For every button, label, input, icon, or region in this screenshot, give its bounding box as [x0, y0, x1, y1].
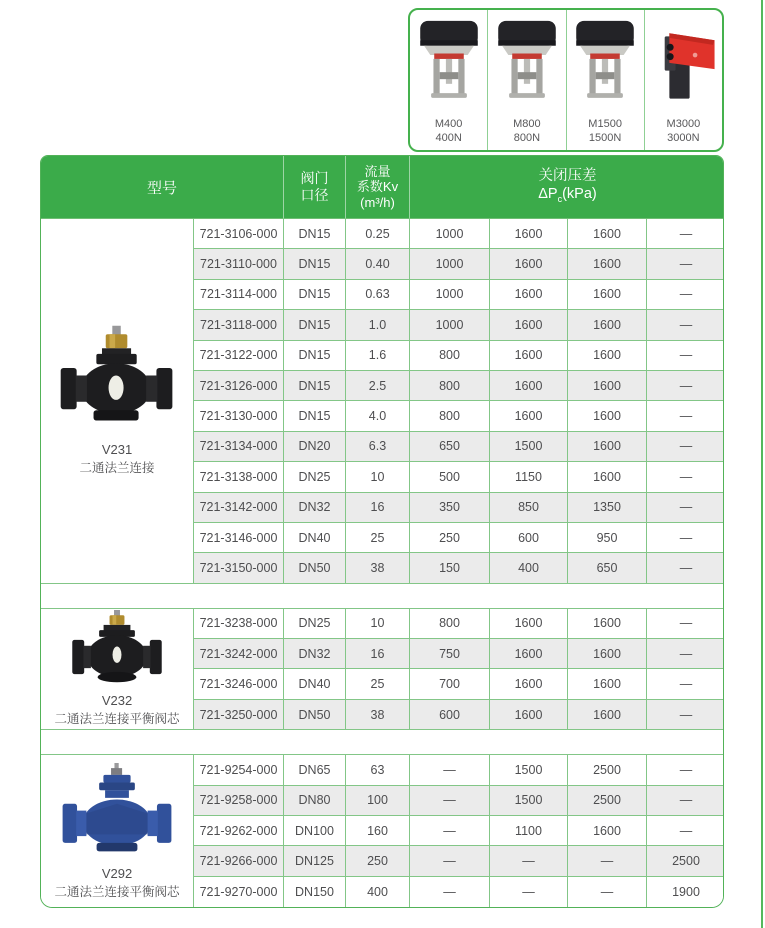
valve-size-cell: DN40 [284, 523, 346, 553]
valve-size-cell: DN25 [284, 609, 346, 639]
dp-m3000-cell: — [647, 669, 724, 699]
dp-m1500-cell: 1600 [568, 310, 647, 340]
section-separator [41, 730, 724, 755]
kv-cell: 400 [346, 877, 410, 907]
dp-m3000-cell: — [647, 609, 724, 639]
dp-m3000-cell: — [647, 523, 724, 553]
page-frame-line [761, 0, 763, 928]
dp-m800-cell: 600 [490, 523, 568, 553]
dp-m1500-cell: 1600 [568, 219, 647, 249]
dp-m1500-cell: 1600 [568, 816, 647, 846]
valve-description-label: 二通法兰连接平衡阀芯 [54, 884, 180, 899]
model-cell: 721-3130-000 [194, 401, 284, 431]
dp-m1500-cell: 1600 [568, 280, 647, 310]
linear-actuator-icon [570, 18, 640, 110]
dp-m800-cell: 1600 [490, 341, 568, 371]
dp-m3000-cell: — [647, 432, 724, 462]
model-cell: 721-9270-000 [194, 877, 284, 907]
kv-cell: 25 [346, 523, 410, 553]
kv-cell: 100 [346, 786, 410, 816]
dp-m1500-cell: 1600 [568, 341, 647, 371]
actuator-cell-m1500 [567, 10, 645, 150]
actuator-model-label: M400 [434, 118, 463, 130]
model-cell: 721-3122-000 [194, 341, 284, 371]
kv-cell: 6.3 [346, 432, 410, 462]
dp-m1500-cell: 1600 [568, 401, 647, 431]
globe-valve-black-icon [56, 325, 178, 441]
dp-m800-cell: 1600 [490, 700, 568, 730]
model-cell: 721-9262-000 [194, 816, 284, 846]
dp-m3000-cell: — [647, 310, 724, 340]
dp-m800-cell: 1500 [490, 786, 568, 816]
valve-size-cell: DN15 [284, 249, 346, 279]
valve-image-cell-v292 [41, 755, 194, 907]
dp-m800-cell: 1150 [490, 462, 568, 492]
dp-m3000-cell: — [647, 462, 724, 492]
dp-m3000-cell: — [647, 639, 724, 669]
dp-m3000-cell: — [647, 401, 724, 431]
dp-m400-cell: 250 [410, 523, 490, 553]
valve-size-cell: DN20 [284, 432, 346, 462]
linear-actuator-icon [414, 18, 484, 110]
kv-cell: 16 [346, 493, 410, 523]
valve-size-cell: DN15 [284, 371, 346, 401]
dp-m1500-cell: 1600 [568, 371, 647, 401]
dp-m400-cell: 1000 [410, 310, 490, 340]
dp-m3000-cell: — [647, 816, 724, 846]
valve-image-cell-v232 [41, 609, 194, 731]
kv-cell: 16 [346, 639, 410, 669]
model-cell: 721-3242-000 [194, 639, 284, 669]
dp-m400-cell: — [410, 786, 490, 816]
valve-series-label: V231 [101, 442, 133, 458]
rotary-actuator-red-icon [646, 18, 720, 110]
dp-m1500-cell: 1600 [568, 432, 647, 462]
dp-m400-cell: 750 [410, 639, 490, 669]
col-header-valve-size: 阀门 口径 [284, 156, 346, 219]
kv-cell: 38 [346, 700, 410, 730]
actuator-image-m400 [414, 10, 484, 118]
dp-m800-cell: 1600 [490, 280, 568, 310]
dp-m800-cell: 1100 [490, 816, 568, 846]
actuator-panel [408, 8, 724, 152]
dp-m800-cell: — [490, 877, 568, 907]
dp-m1500-cell: 1600 [568, 669, 647, 699]
actuator-image-m3000 [646, 10, 720, 118]
dp-m3000-cell: — [647, 219, 724, 249]
valve-size-cell: DN50 [284, 700, 346, 730]
dp-m3000-cell: — [647, 341, 724, 371]
dp-m800-cell: 1600 [490, 310, 568, 340]
globe-valve-black-balanced-icon [62, 610, 172, 692]
actuator-force-label: 3000N [667, 131, 700, 144]
dp-m800-cell: 1500 [490, 432, 568, 462]
dp-m400-cell: 800 [410, 371, 490, 401]
kv-cell: 1.6 [346, 341, 410, 371]
dp-m1500-cell: 1600 [568, 249, 647, 279]
model-cell: 721-3114-000 [194, 280, 284, 310]
model-cell: 721-3250-000 [194, 700, 284, 730]
dp-m400-cell: 350 [410, 493, 490, 523]
actuator-cell-m800 [488, 10, 566, 150]
model-cell: 721-3106-000 [194, 219, 284, 249]
dp-m400-cell: 800 [410, 609, 490, 639]
dp-m800-cell: 1600 [490, 639, 568, 669]
dp-m1500-cell: — [568, 877, 647, 907]
valve-size-cell: DN15 [284, 401, 346, 431]
dp-m400-cell: 150 [410, 553, 490, 583]
dp-m1500-cell: 1600 [568, 609, 647, 639]
dp-m3000-cell: — [647, 755, 724, 785]
kv-cell: 25 [346, 669, 410, 699]
kv-cell: 10 [346, 462, 410, 492]
dp-m800-cell: 1600 [490, 371, 568, 401]
valve-description-label: 二通法兰连接 [79, 461, 155, 476]
dp-m1500-cell: 1600 [568, 700, 647, 730]
dp-m3000-cell: 2500 [647, 846, 724, 876]
col-header-close-off-pressure: 关闭压差 $\Delta P_c(kPa)$ [410, 156, 724, 219]
dp-m1500-cell: — [568, 846, 647, 876]
model-cell: 721-3142-000 [194, 493, 284, 523]
model-cell: 721-3138-000 [194, 462, 284, 492]
dp-m800-cell: 1600 [490, 219, 568, 249]
dp-m3000-cell: — [647, 493, 724, 523]
valve-size-cell: DN15 [284, 310, 346, 340]
valve-series-label: V292 [101, 865, 133, 881]
actuator-image-m800 [492, 10, 562, 118]
model-cell: 721-3146-000 [194, 523, 284, 553]
dp-m3000-cell: — [647, 280, 724, 310]
dp-m800-cell: 1500 [490, 755, 568, 785]
kv-cell: 0.63 [346, 280, 410, 310]
dp-m400-cell: — [410, 755, 490, 785]
model-cell: 721-3118-000 [194, 310, 284, 340]
valve-size-cell: DN32 [284, 639, 346, 669]
linear-actuator-icon [492, 18, 562, 110]
model-cell: 721-9266-000 [194, 846, 284, 876]
kv-cell: 38 [346, 553, 410, 583]
dp-m1500-cell: 2500 [568, 786, 647, 816]
dp-m1500-cell: 2500 [568, 755, 647, 785]
valve-size-cell: DN15 [284, 341, 346, 371]
kv-cell: 0.40 [346, 249, 410, 279]
actuator-force-label: 800N [513, 131, 541, 144]
kv-cell: 250 [346, 846, 410, 876]
actuator-cell-m3000 [645, 10, 722, 150]
actuator-model-label: M3000 [666, 118, 701, 130]
dp-m800-cell: 400 [490, 553, 568, 583]
dp-m400-cell: — [410, 877, 490, 907]
valve-size-cell: DN50 [284, 553, 346, 583]
valve-size-cell: DN100 [284, 816, 346, 846]
actuator-model-label: M800 [513, 118, 541, 130]
kv-cell: 1.0 [346, 310, 410, 340]
actuator-model-label: M1500 [588, 118, 622, 130]
model-cell: 721-9258-000 [194, 786, 284, 816]
section-separator [41, 584, 724, 609]
dp-m1500-cell: 950 [568, 523, 647, 553]
dp-m800-cell: — [490, 846, 568, 876]
model-cell: 721-3134-000 [194, 432, 284, 462]
model-cell: 721-9254-000 [194, 755, 284, 785]
globe-valve-blue-balanced-icon [59, 763, 175, 865]
dp-m400-cell: — [410, 846, 490, 876]
col-header-kv: 流量 系数Kv (m³/h) [346, 156, 410, 219]
dp-m400-cell: 1000 [410, 280, 490, 310]
valve-size-cell: DN65 [284, 755, 346, 785]
dp-m400-cell: 800 [410, 401, 490, 431]
model-cell: 721-3246-000 [194, 669, 284, 699]
dp-m800-cell: 1600 [490, 609, 568, 639]
valve-size-cell: DN40 [284, 669, 346, 699]
kv-cell: 2.5 [346, 371, 410, 401]
dp-m400-cell: 800 [410, 341, 490, 371]
valve-selection-table [40, 155, 724, 908]
dp-m400-cell: 700 [410, 669, 490, 699]
model-cell: 721-3126-000 [194, 371, 284, 401]
dp-m400-cell: 1000 [410, 219, 490, 249]
dp-m3000-cell: — [647, 371, 724, 401]
valve-size-cell: DN80 [284, 786, 346, 816]
valve-series-label: V232 [101, 693, 133, 709]
kv-cell: 10 [346, 609, 410, 639]
valve-size-cell: DN150 [284, 877, 346, 907]
dp-m800-cell: 1600 [490, 249, 568, 279]
dp-m3000-cell: — [647, 553, 724, 583]
valve-size-cell: DN15 [284, 219, 346, 249]
dp-m1500-cell: 1350 [568, 493, 647, 523]
dp-m800-cell: 850 [490, 493, 568, 523]
kv-cell: 160 [346, 816, 410, 846]
valve-description-label: 二通法兰连接平衡阀芯 [54, 712, 180, 727]
dp-m3000-cell: 1900 [647, 877, 724, 907]
dp-m3000-cell: — [647, 786, 724, 816]
dp-m1500-cell: 1600 [568, 639, 647, 669]
model-cell: 721-3150-000 [194, 553, 284, 583]
dp-m400-cell: — [410, 816, 490, 846]
dp-m400-cell: 600 [410, 700, 490, 730]
dp-m3000-cell: — [647, 700, 724, 730]
kv-cell: 4.0 [346, 401, 410, 431]
dp-m400-cell: 1000 [410, 249, 490, 279]
actuator-force-label: 400N [435, 131, 462, 144]
col-header-model [41, 156, 284, 219]
valve-image-cell-v231 [41, 219, 194, 584]
model-cell: 721-3238-000 [194, 609, 284, 639]
dp-m800-cell: 1600 [490, 401, 568, 431]
actuator-image-m1500 [570, 10, 640, 118]
model-cell: 721-3110-000 [194, 249, 284, 279]
dp-m400-cell: 500 [410, 462, 490, 492]
kv-cell: 0.25 [346, 219, 410, 249]
dp-m400-cell: 650 [410, 432, 490, 462]
valve-size-cell: DN125 [284, 846, 346, 876]
actuator-cell-m400 [410, 10, 488, 150]
dp-m1500-cell: 650 [568, 553, 647, 583]
dp-m1500-cell: 1600 [568, 462, 647, 492]
kv-cell: 63 [346, 755, 410, 785]
col-header-model-label: 型号 [146, 179, 177, 197]
dp-m3000-cell: — [647, 249, 724, 279]
actuator-force-label: 1500N [588, 131, 622, 144]
valve-size-cell: DN15 [284, 280, 346, 310]
valve-size-cell: DN32 [284, 493, 346, 523]
dp-m800-cell: 1600 [490, 669, 568, 699]
valve-size-cell: DN25 [284, 462, 346, 492]
